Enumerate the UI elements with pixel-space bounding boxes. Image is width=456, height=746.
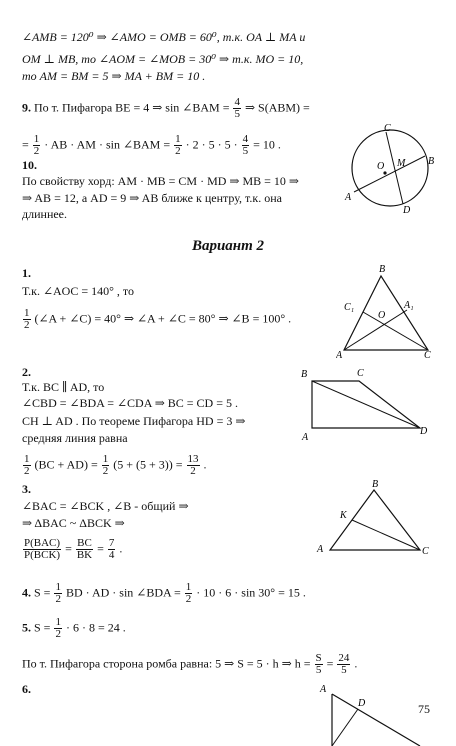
- v5-line: 5. S = $\frac{1}{2}$ · 6 · 8 = 24 .: [22, 616, 126, 640]
- triangle-figure-1: [336, 262, 436, 362]
- fraction: $\frac{1}{2}$: [55, 581, 61, 605]
- circle-chord-figure: [340, 120, 440, 220]
- problem-10-line: По свойству хорд: AM · MB = CM · MD ⇒ MB = 10 ⇒: [22, 174, 299, 188]
- problem-number: 10.: [22, 158, 37, 172]
- fraction: $\frac{7}{4}$: [108, 537, 115, 561]
- triangle-figure-6: [312, 680, 422, 746]
- label-A: A: [302, 432, 309, 443]
- v4-line: 4. S = $\frac{1}{2}$ BD · AD · sin ∠BDA = $\frac{1}{2}$ · 10 · 6 · sin 30° = 15 .: [22, 581, 306, 605]
- label-B: B: [372, 479, 379, 490]
- fraction: $\frac{1}{2}$: [175, 133, 181, 157]
- solution-line: ∠AMB = 120⁰ ⇒ ∠AMO = OMB = 60⁰, т.к. OA ⊥ MA и: [22, 30, 306, 44]
- fraction: $\frac{1}{2}$: [24, 307, 30, 331]
- label-B: B: [301, 369, 308, 380]
- label-C1: C₁: [344, 302, 355, 313]
- problem-number: 6.: [22, 682, 31, 696]
- label-M: M: [397, 158, 406, 169]
- fraction: $\frac{1}{2}$: [102, 453, 109, 477]
- label-A1: A₁: [404, 300, 414, 311]
- problem-number: 9.: [22, 100, 31, 115]
- fraction: $\frac{4}{5}$: [234, 96, 240, 120]
- problem-9-line-2: = $\frac{1}{2}$ · AB · AM · sin ∠BAM = $\frac{1}{2}$ · 2 · 5 · 5 · $\frac{4}{5}$ = 10 .: [22, 133, 281, 157]
- page-number: 75: [418, 702, 430, 716]
- v2-line: средняя линия равна: [22, 431, 128, 445]
- v2-line-5: $\frac{1}{2}$ (BC + AD) = $\frac{1}{2}$ (5 + (5 + 3)) = $\frac{13}{2}$ .: [24, 453, 207, 477]
- problem-10-line: ⇒ AB = 12, а AD = 9 ⇒ AB ближе к центру, т.к. она: [22, 191, 282, 205]
- label-C: C: [424, 350, 431, 361]
- label-D: D: [403, 205, 411, 216]
- problem-9-line: [22, 97, 310, 120]
- fraction: $\frac{1}{2}$: [33, 133, 40, 157]
- problem-number: 3.: [22, 482, 31, 496]
- triangle-figure-3: [312, 478, 436, 562]
- label-A: A: [336, 350, 343, 361]
- label-C: C: [422, 546, 429, 557]
- label-A: A: [320, 684, 327, 695]
- v3-line-3: $\frac{\text{P(BAC)}}{\text{P(BCK)}}$ = $\frac{BC}{BK}$ = $\frac{7}{4}$ .: [24, 537, 123, 561]
- v2-line: ∠CBD = ∠BDA = ∠CDA ⇒ BC = CD = 5 .: [22, 396, 238, 410]
- fraction: $\frac{S}{5}$: [315, 652, 322, 676]
- label-O: O: [378, 310, 386, 321]
- label-A: A: [317, 544, 324, 555]
- fraction: $\frac{1}{2}$: [24, 453, 30, 477]
- fraction: $\frac{24}{5}$: [338, 652, 350, 676]
- fraction: $\frac{BC}{BK}$: [76, 537, 93, 561]
- text: ⇒ S(ABM) =: [244, 100, 310, 115]
- solution-line: то AM = BM = 5 ⇒ MA + BM = 10 .: [22, 69, 206, 83]
- v2-line: Т.к. BC ∥ AD, то: [22, 380, 105, 394]
- v2-line: CH ⊥ AD . По теореме Пифагора HD = 3 ⇒: [22, 414, 246, 428]
- fraction: $\frac{\text{P(BAC)}}{\text{P(BCK)}}$: [24, 537, 61, 561]
- label-C: C: [384, 123, 391, 134]
- trapezoid-figure: [296, 366, 436, 446]
- text: По т. Пифагора BE = 4 ⇒ sin ∠BAM =: [34, 100, 230, 115]
- fraction: $\frac{1}{2}$: [185, 581, 192, 605]
- label-B: B: [379, 264, 386, 275]
- label-D: D: [358, 698, 366, 709]
- fraction: $\frac{13}{2}$: [187, 453, 199, 477]
- problem-number: 2.: [22, 365, 31, 379]
- label-C: C: [357, 368, 364, 379]
- v1-line-2: $\frac{1}{2}$ (∠A + ∠C) = 40° ⇒ ∠A + ∠C = 80° ⇒ ∠B = 100° .: [24, 307, 292, 331]
- solution-line: OM ⊥ MB, то ∠AOM = ∠MOB = 30⁰ ⇒ т.к. MO = 10,: [22, 52, 304, 66]
- label-B: B: [428, 156, 435, 167]
- variant-title: Вариант 2: [191, 238, 265, 254]
- label-D: D: [420, 426, 428, 437]
- v5-line-2: По т. Пифагора сторона ромба равна: 5 ⇒ S = 5 · h ⇒ h = $\frac{S}{5}$ = $\frac{24}{5}$ .: [22, 652, 358, 676]
- label-A: A: [345, 192, 352, 203]
- label-K: K: [340, 510, 347, 521]
- fraction: $\frac{1}{2}$: [55, 616, 61, 640]
- v1-line: Т.к. ∠AOC = 140° , то: [22, 284, 135, 298]
- problem-number: 1.: [22, 266, 31, 280]
- v3-line: ∠BAC = ∠BCK , ∠B - общий ⇒: [22, 499, 189, 513]
- label-O: O: [377, 161, 385, 172]
- v3-line: ⇒ ΔBAC ~ ΔBCK ⇒: [22, 516, 125, 530]
- fraction: $\frac{4}{5}$: [242, 133, 249, 157]
- problem-10-line: длиннее.: [22, 207, 68, 221]
